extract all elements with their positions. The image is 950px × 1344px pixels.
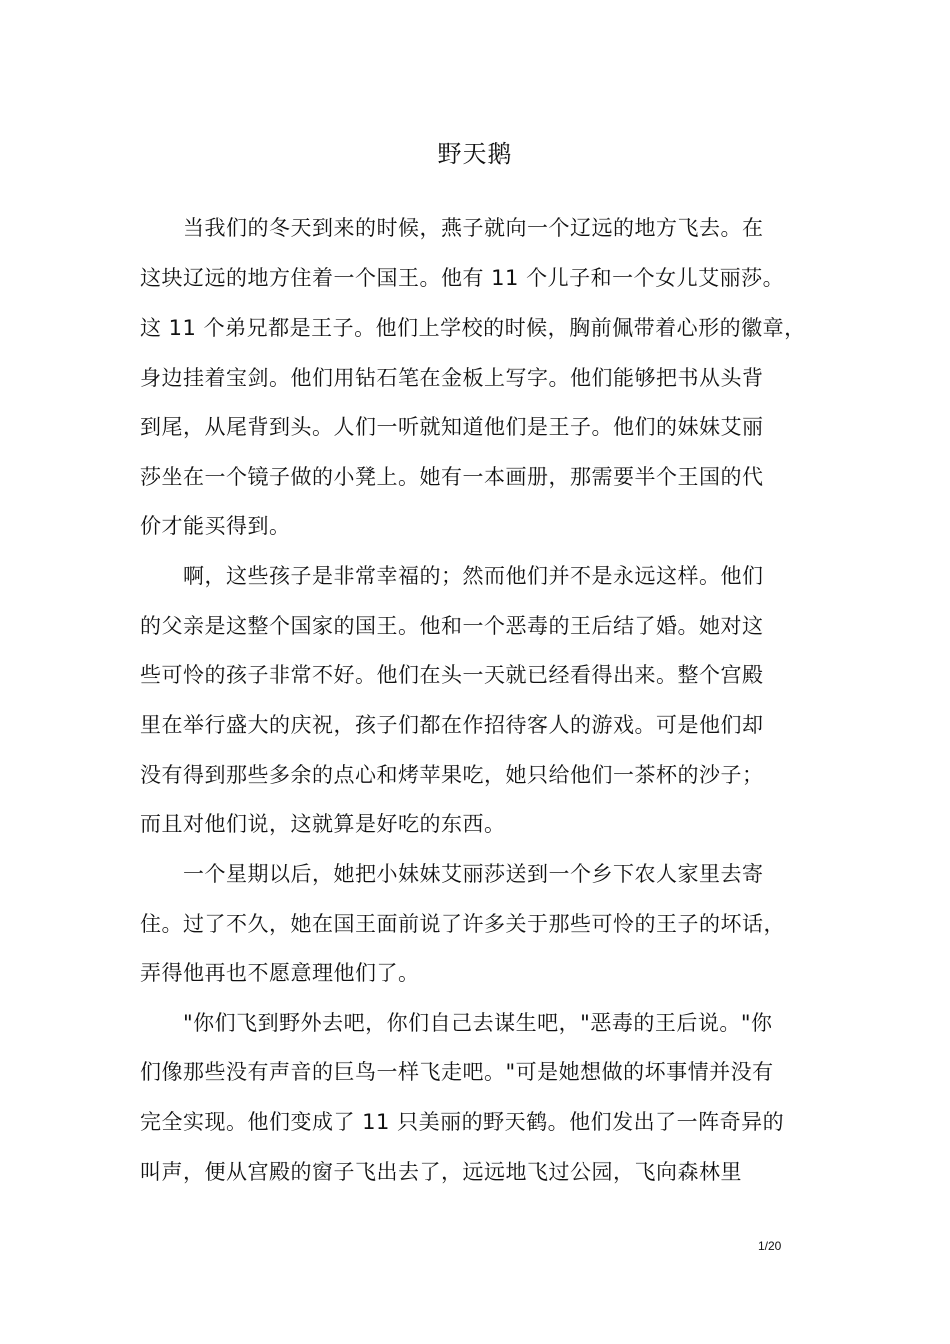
text-line: 没有得到那些多余的点心和烤苹果吃，她只给他们一茶杯的沙子； [140, 763, 764, 787]
text-line: 的父亲是这整个国家的国王。他和一个恶毒的王后结了婚。她对这 [140, 614, 764, 638]
text-line: 而且对他们说，这就算是好吃的东西。 [140, 812, 506, 836]
text-line: 啊，这些孩子是非常幸福的；然而他们并不是永远这样。他们 [140, 564, 764, 588]
page-number: 1/20 [758, 1239, 782, 1253]
text-line: 价才能买得到。 [140, 514, 291, 538]
text-line: 们像那些没有声音的巨鸟一样飞走吧。"可是她想做的坏事情并没有 [140, 1060, 774, 1084]
text-line: 这块辽远的地方住着一个国王。他有 11 个儿子和一个女儿艾丽莎。 [140, 266, 785, 290]
text-line: 住。过了不久，她在国王面前说了许多关于那些可怜的王子的坏话， [140, 912, 785, 936]
text-line: 叫声，便从宫殿的窗子飞出去了，远远地飞过公园，飞向森林里 [140, 1160, 742, 1184]
text-line: 里在举行盛大的庆祝，孩子们都在作招待客人的游戏。可是他们却 [140, 713, 764, 737]
text-line: 到尾，从尾背到头。人们一听就知道他们是王子。他们的妹妹艾丽 [140, 415, 764, 439]
text-line: 些可怜的孩子非常不好。他们在头一天就已经看得出来。整个宫殿 [140, 663, 764, 687]
page-title: 野天鹅 [437, 140, 513, 168]
text-line: 这 11 个弟兄都是王子。他们上学校的时候，胸前佩带着心形的徽章， [140, 316, 806, 340]
text-line: 弄得他再也不愿意理他们了。 [140, 961, 420, 985]
text-line: 当我们的冬天到来的时候，燕子就向一个辽远的地方飞去。在 [140, 216, 764, 240]
text-line: 一个星期以后，她把小妹妹艾丽莎送到一个乡下农人家里去寄 [140, 862, 764, 886]
text-line: "你们飞到野外去吧，你们自己去谋生吧，"恶毒的王后说。"你 [140, 1011, 773, 1035]
text-line: 身边挂着宝剑。他们用钻石笔在金板上写字。他们能够把书从头背 [140, 366, 764, 390]
text-line: 莎坐在一个镜子做的小凳上。她有一本画册，那需要半个王国的代 [140, 465, 764, 489]
text-line: 完全实现。他们变成了 11 只美丽的野天鹤。他们发出了一阵奇异的 [140, 1110, 785, 1134]
